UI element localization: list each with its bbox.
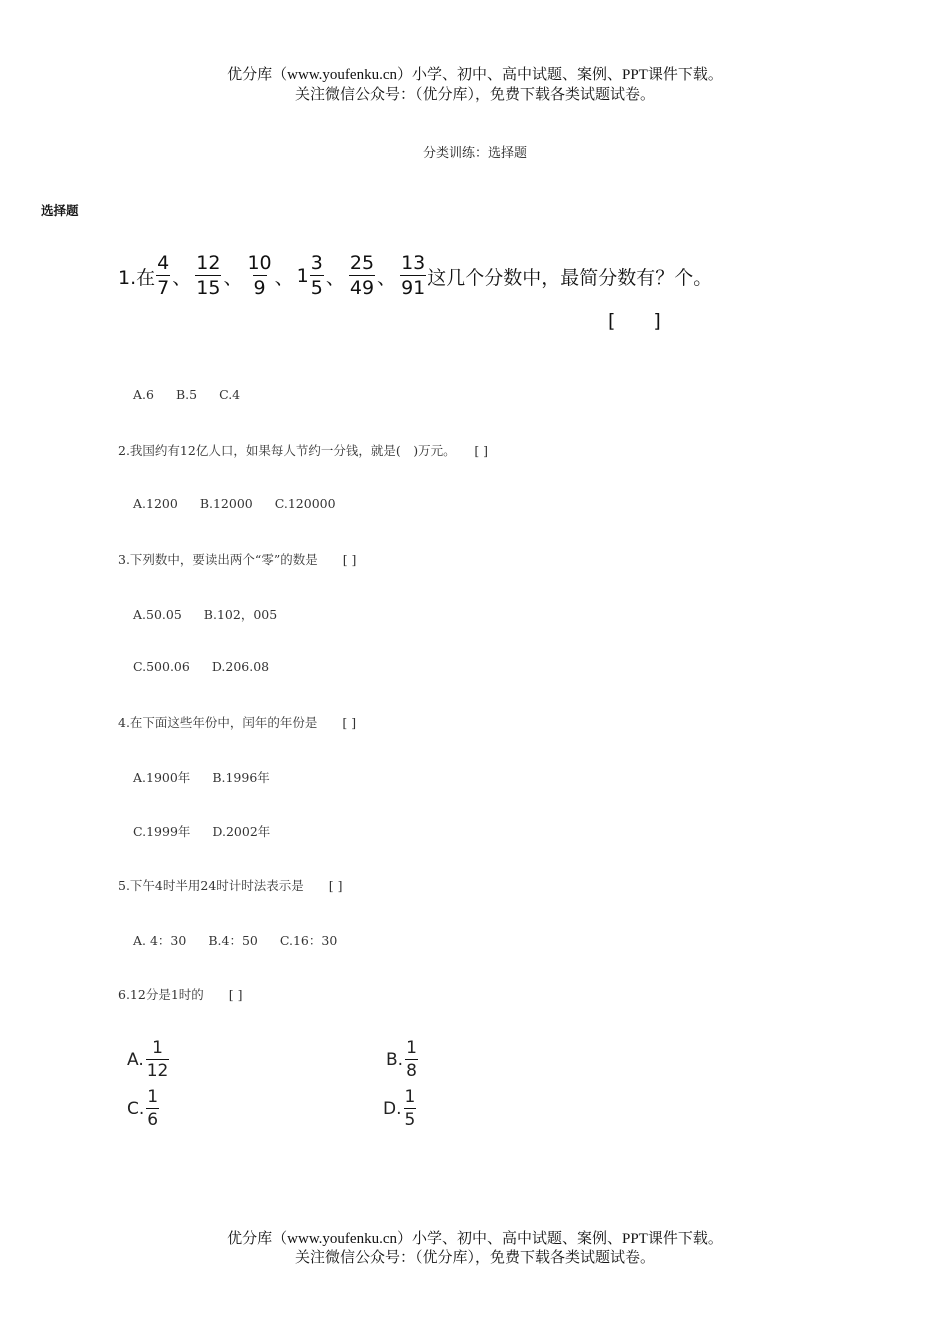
fraction-4: $\frac{3}{5}$ bbox=[310, 252, 323, 299]
option-c[interactable]: C.120000 bbox=[274, 496, 336, 511]
fraction-5: $\frac{25}{49}$ bbox=[349, 252, 375, 299]
mixed-whole: 1 bbox=[296, 265, 309, 287]
option-c[interactable] bbox=[127, 1089, 160, 1129]
option-b-label: B. bbox=[386, 1050, 404, 1070]
option-c[interactable]: C.16：30 bbox=[279, 933, 338, 948]
question-4: 4.在下面这些年份中，闰年的年份是 [ ] bbox=[118, 715, 357, 730]
option-a[interactable]: A.1900年 bbox=[133, 770, 191, 785]
separator: 、 bbox=[325, 266, 345, 289]
option-c[interactable]: C.1999年 bbox=[133, 824, 191, 839]
question-4-options-row-2 bbox=[133, 822, 292, 840]
question-1-prefix: 1.在 bbox=[118, 266, 156, 289]
separator: 、 bbox=[172, 266, 192, 289]
option-c-label: C. bbox=[127, 1099, 145, 1119]
section-title: 选择题 bbox=[41, 203, 79, 218]
answer-bracket: [ ] bbox=[608, 310, 661, 332]
footer-line-1: 优分库（www.youfenku.cn）小学、初中、高中试题、案例、PPT课件下载。 bbox=[227, 1231, 723, 1247]
header-line-1: 优分库（www.youfenku.cn）小学、初中、高中试题、案例、PPT课件下载。 bbox=[227, 67, 723, 83]
option-b-fraction: $\frac{1}{8}$ bbox=[406, 1038, 417, 1081]
question-2-options bbox=[133, 496, 358, 511]
option-c[interactable]: C.4 bbox=[219, 387, 241, 402]
option-a[interactable]: A.1200 bbox=[133, 496, 178, 511]
fraction-1: $\frac{4}{7}$ bbox=[157, 252, 170, 299]
option-b[interactable] bbox=[386, 1040, 419, 1080]
option-b[interactable]: B.102，005 bbox=[203, 607, 278, 622]
option-d-fraction: $\frac{1}{5}$ bbox=[404, 1087, 416, 1130]
option-b[interactable]: B.12000 bbox=[199, 496, 253, 511]
question-3-options-row-1 bbox=[133, 605, 299, 623]
option-a-label: A. bbox=[127, 1050, 144, 1070]
separator: 、 bbox=[377, 266, 397, 289]
option-a[interactable] bbox=[127, 1040, 170, 1080]
question-4-options-row-1 bbox=[133, 768, 292, 786]
question-6: 6.12分是1时的 [ ] bbox=[118, 987, 243, 1002]
question-1-suffix: 这几个分数中，最简分数有？个。 bbox=[427, 266, 713, 289]
option-a[interactable]: A.50.05 bbox=[133, 607, 182, 622]
fraction-3: $\frac{10}{9}$ bbox=[247, 252, 272, 299]
header-line-2: 关注微信公众号：（优分库），免费下载各类试题试卷。 bbox=[294, 87, 655, 103]
question-2: 2.我国约有12亿人口，如果每人节约一分钱，就是( )万元。 [ ] bbox=[118, 443, 489, 458]
option-d[interactable] bbox=[383, 1089, 417, 1129]
option-b[interactable]: B.1996年 bbox=[212, 770, 270, 785]
option-b[interactable]: B.4：50 bbox=[208, 933, 258, 948]
option-d-label: D. bbox=[383, 1099, 402, 1119]
question-5: 5.下午4时半用24时计时法表示是 [ ] bbox=[118, 878, 343, 893]
option-a[interactable]: A. 4：30 bbox=[133, 933, 187, 948]
fraction-6: $\frac{13}{91}$ bbox=[401, 252, 426, 299]
separator: 、 bbox=[223, 266, 243, 289]
option-c-fraction: $\frac{1}{6}$ bbox=[147, 1087, 159, 1130]
page-subtitle: 分类训练：选择题 bbox=[422, 146, 527, 161]
separator: 、 bbox=[274, 266, 294, 289]
footer-line-2: 关注微信公众号：（优分库），免费下载各类试题试卷。 bbox=[294, 1250, 655, 1266]
question-5-options bbox=[133, 931, 359, 949]
question-1-options bbox=[133, 387, 262, 402]
option-d[interactable]: D.206.08 bbox=[211, 659, 270, 674]
option-a-fraction: $\frac{1}{12}$ bbox=[146, 1038, 169, 1081]
option-d[interactable]: D.2002年 bbox=[212, 824, 271, 839]
option-a[interactable]: A.6 bbox=[133, 387, 154, 402]
option-b[interactable]: B.5 bbox=[175, 387, 198, 402]
fraction-2: $\frac{12}{15}$ bbox=[196, 252, 221, 299]
option-c[interactable]: C.500.06 bbox=[133, 659, 190, 674]
question-1 bbox=[118, 254, 712, 298]
question-3-options-row-2 bbox=[133, 659, 291, 674]
question-3: 3.下列数中，要读出两个“零”的数是 [ ] bbox=[118, 552, 357, 567]
